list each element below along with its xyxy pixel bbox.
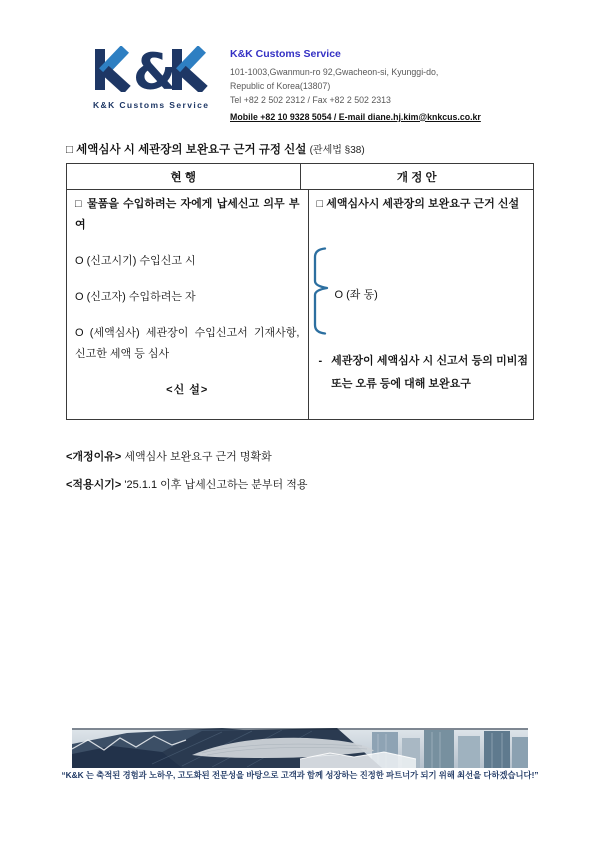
revised-para-basis: □ 세액심사시 세관장의 보완요구 근거 신설 bbox=[316, 198, 520, 210]
company-logo bbox=[93, 46, 209, 110]
current-item-declarant: O (신고자) 수입하려는 자 bbox=[75, 291, 196, 303]
table-header-row bbox=[67, 164, 533, 190]
current-item-timing: O (신고시기) 수입신고 시 bbox=[75, 255, 196, 267]
application-timing-label: <적용시기> bbox=[66, 479, 122, 491]
city-banner-image bbox=[72, 728, 528, 768]
header-revised: 개 정 안 bbox=[300, 164, 534, 189]
same-as-left-item: O (좌 동) bbox=[334, 289, 378, 301]
section-title-text: □ 세액심사 시 세관장의 보완요구 근거 규정 신설 bbox=[66, 144, 307, 156]
company-info-block bbox=[230, 48, 540, 124]
revision-reason-label: <개정이유> bbox=[66, 451, 122, 463]
address-line-1: 101-1003,Gwanmun-ro 92,Gwacheon-si, Kyunggi-do, bbox=[230, 67, 439, 77]
section-title bbox=[66, 141, 365, 157]
dash-bullet: - bbox=[318, 355, 323, 367]
grouping-brace-icon bbox=[312, 247, 330, 335]
logo-caption: K&K Customs Service bbox=[93, 100, 210, 110]
revision-reason-text: 세액심사 보완요구 근거 명확화 bbox=[124, 451, 272, 463]
tel-fax-line: Tel +82 2 502 2312 / Fax +82 2 502 2313 bbox=[230, 95, 391, 106]
current-item-review: O (세액심사) 세관장이 수입신고서 기재사항, 신고한 세액 등 심사 bbox=[75, 327, 300, 360]
revised-column-cell bbox=[309, 190, 534, 419]
address-line-2: Republic of Korea(13807) bbox=[230, 81, 331, 92]
company-name: K&K Customs Service bbox=[230, 48, 341, 60]
revised-detail-item bbox=[319, 350, 529, 396]
footer-slogan: “K&K 는 축적된 경험과 노하우, 고도화된 전문성을 바탕으로 고객과 함께 성장하는 진정한 파트너가 되기 위해 최선을 다하겠습니다!” bbox=[61, 770, 539, 780]
mobile-email-line[interactable]: Mobile +82 10 9328 5054 / E-mail diane.hj.kim@knkcus.co.kr bbox=[230, 111, 481, 122]
revision-reason-note bbox=[66, 448, 272, 464]
current-para-duty: □ 물품을 수입하려는 자에게 납세신고 의무 부여 bbox=[75, 198, 300, 231]
current-column-cell bbox=[67, 190, 309, 419]
application-timing-note bbox=[66, 476, 307, 492]
law-reference: (관세법 §38) bbox=[309, 145, 365, 156]
application-timing-text: '25.1.1 이후 납세신고하는 분부터 적용 bbox=[124, 479, 308, 491]
revised-detail-text: 세관장이 세액심사 시 신고서 등의 미비점 또는 오류 등에 대해 보완요구 bbox=[331, 355, 528, 390]
table-body-row bbox=[67, 190, 533, 419]
svg-text:&: & bbox=[133, 46, 177, 92]
new-provision-marker: <신 설> bbox=[166, 384, 209, 396]
comparison-table bbox=[66, 163, 534, 420]
header-current: 현 행 bbox=[170, 172, 196, 184]
kk-logo-icon bbox=[93, 46, 209, 92]
cityscape-illustration bbox=[72, 728, 528, 768]
